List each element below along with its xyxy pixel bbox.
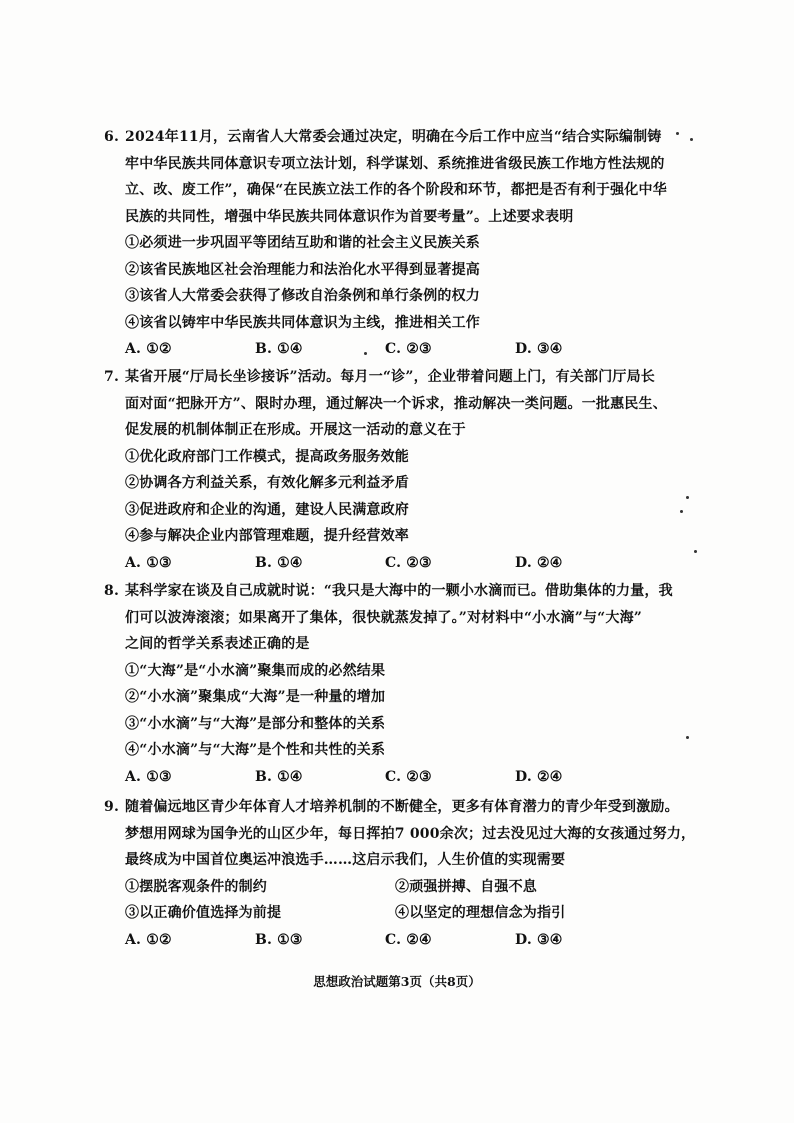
scan-speck: [676, 132, 679, 135]
answer-choices: [104, 764, 704, 791]
choice-c[interactable]: C. ②③: [385, 554, 432, 571]
stem-line: 民族的共同性，增强中华民族共同体意识作为首要考量”。上述要求表明: [125, 208, 574, 225]
question-6: [104, 124, 704, 363]
stem-line: 某省开展“厅局长坐诊接诉”活动。每月一“诊”，企业带着问题上门，有关部门厅局长: [125, 369, 656, 385]
stem-line: 某科学家在谈及自己成就时说：“我只是大海中的一颗小水滴而已。借助集体的力量，我: [125, 583, 673, 599]
choice-c[interactable]: C. ②③: [385, 341, 432, 357]
question-9: [104, 794, 704, 953]
choice-a[interactable]: A. ①②: [125, 341, 172, 357]
choice-b[interactable]: B. ①④: [255, 554, 303, 571]
choice-d[interactable]: D. ③④: [515, 341, 563, 357]
option-4: ④以坚定的理想信念为指引: [395, 905, 566, 921]
choice-a[interactable]: A. ①③: [125, 554, 172, 571]
question-7: [104, 364, 704, 576]
choice-d[interactable]: D. ③④: [515, 931, 563, 948]
option-4: ④参与解决企业内部管理难题，提升经营效率: [125, 528, 409, 544]
choice-c[interactable]: C. ②③: [385, 768, 432, 785]
choice-b[interactable]: B. ①④: [255, 768, 303, 785]
stem-line: 们可以波涛滚滚；如果离开了集体，很快就蒸发掉了。”对材料中“小水滴”与“大海”: [125, 609, 643, 626]
stem-line: 面对面“把脉开方”、限时办理，通过解决一个诉求，推动解决一类问题。一批惠民生、: [125, 395, 667, 412]
stem-line: 2024年11月，云南省人大常委会通过决定，明确在今后工作中应当“结合实际编制铸: [125, 129, 662, 145]
choice-a[interactable]: A. ①②: [125, 931, 172, 948]
question-number: 6.: [104, 129, 120, 145]
option-4: ④“小水滴”与“大海”是个性和共性的关系: [125, 742, 386, 758]
stem-line: 随着偏远地区青少年体育人才培养机制的不断健全，更多有体育潜力的青少年受到激励。: [125, 799, 679, 815]
stem-line: 之间的哲学关系表述正确的是: [125, 636, 310, 652]
option-2: ②该省民族地区社会治理能力和法治化水平得到显著提高: [125, 261, 480, 278]
stem-line: 立、改、废工作”，确保“在民族立法工作的各个阶段和环节，都把是否有利于强化中华: [125, 182, 667, 198]
choice-d[interactable]: D. ②④: [515, 554, 563, 571]
answer-choices: [104, 550, 704, 577]
option-3: ③以正确价值选择为前提: [125, 905, 282, 921]
option-4: ④该省以铸牢中华民族共同体意识为主线，推进相关工作: [125, 314, 480, 331]
scan-speck: [694, 550, 697, 553]
option-3: ③该省人大常委会获得了修改自治条例和单行条例的权力: [125, 288, 480, 304]
stem-line: 牢中华民族共同体意识专项立法计划，科学谋划、系统推进省级民族工作地方性法规的: [125, 155, 665, 172]
scan-speck: [680, 510, 683, 513]
choice-a[interactable]: A. ①③: [125, 768, 172, 785]
option-1: ①摆脱客观条件的制约: [125, 878, 267, 895]
choice-b[interactable]: B. ①③: [255, 931, 303, 948]
stem-line: 最终成为中国首位奥运冲浪选手……这启示我们，人生价值的实现需要: [125, 852, 566, 868]
answer-choices: [104, 336, 704, 363]
choice-b[interactable]: B. ①④: [255, 341, 303, 357]
question-number: 9.: [104, 799, 120, 815]
stem-line: 促发展的机制体制正在形成。开展这一活动的意义在于: [125, 422, 466, 438]
option-1: ①“大海”是“小水滴”聚集而成的必然结果: [125, 662, 386, 679]
question-number: 7.: [104, 369, 120, 385]
scan-speck: [690, 138, 693, 141]
option-2: ②“小水滴”聚集成“大海”是一种量的增加: [125, 689, 386, 705]
option-3: ③“小水滴”与“大海”是部分和整体的关系: [125, 715, 386, 732]
option-row: [104, 900, 704, 927]
scan-speck: [686, 736, 689, 739]
question-8: [104, 578, 704, 790]
option-row: [104, 874, 704, 901]
option-3: ③促进政府和企业的沟通，建设人民满意政府: [125, 501, 409, 518]
option-1: ①必须进一步巩固平等团结互助和谐的社会主义民族关系: [125, 235, 480, 251]
scan-speck: [364, 352, 367, 355]
answer-choices: [104, 927, 704, 954]
option-2: ②顽强拼搏、自强不息: [395, 878, 537, 895]
choice-c[interactable]: C. ②④: [385, 931, 432, 948]
choice-d[interactable]: D. ②④: [515, 768, 563, 785]
option-2: ②协调各方利益关系，有效化解多元利益矛盾: [125, 475, 409, 491]
stem-line: 梦想用网球为国争光的山区少年，每日挥拍7 000余次；过去没见过大海的女孩通过努力，: [125, 825, 696, 842]
scan-speck: [686, 496, 689, 499]
option-1: ①优化政府部门工作模式，提高政务服务效能: [125, 448, 409, 465]
page-footer: 思想政治试题第3页（共8页）: [313, 974, 481, 989]
question-number: 8.: [104, 583, 120, 599]
